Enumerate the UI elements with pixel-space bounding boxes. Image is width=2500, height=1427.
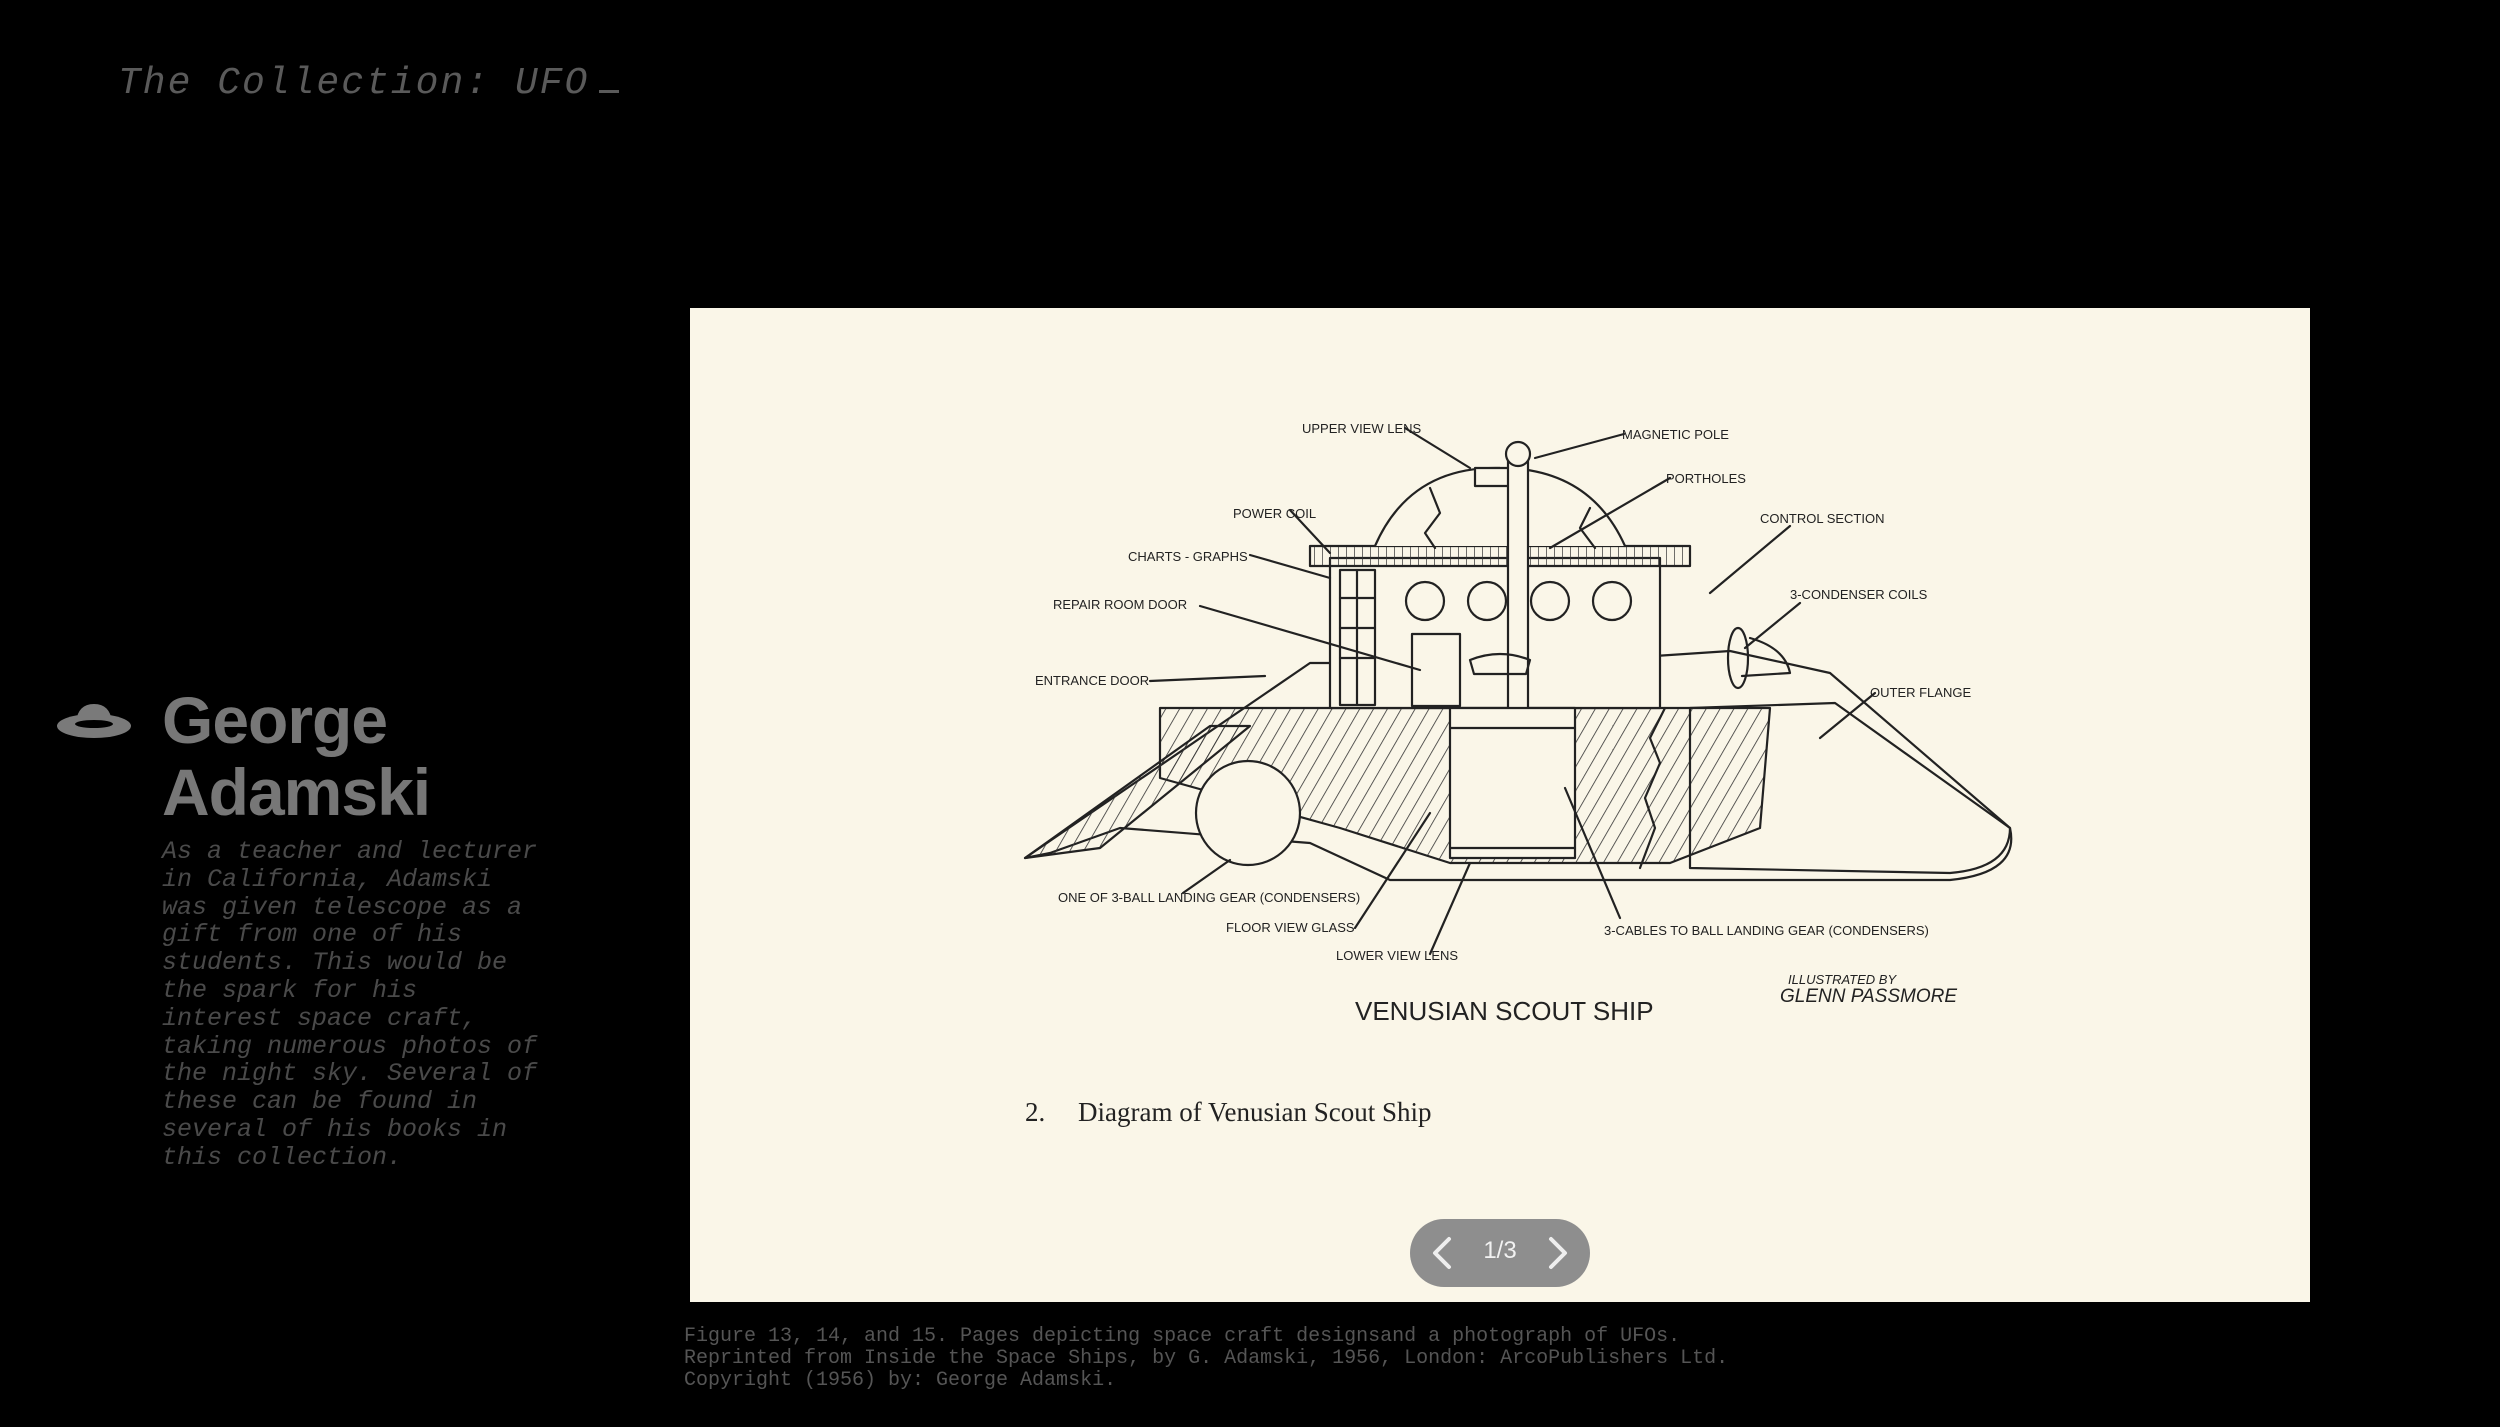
figure-title: Diagram of Venusian Scout Ship xyxy=(1078,1097,1432,1127)
label-repair-room-door: REPAIR ROOM DOOR xyxy=(1053,597,1188,612)
label-entrance-door: ENTRANCE DOOR xyxy=(1035,673,1150,688)
caption-line-2: Reprinted from Inside the Space Ships, by G. Adamski, 1956, London: ArcoPublishers Ltd. xyxy=(684,1347,1729,1370)
label-portholes: PORTHOLES xyxy=(1666,471,1746,486)
chevron-right-icon[interactable] xyxy=(1536,1233,1576,1273)
label-magnetic-pole: MAGNETIC POLE xyxy=(1622,427,1729,442)
label-illustrated-by: ILLUSTRATED BY xyxy=(1788,972,1897,987)
label-floor-view-glass: FLOOR VIEW GLASS xyxy=(1226,920,1355,935)
label-ball-landing-gear: ONE OF 3-BALL LANDING GEAR (CONDENSERS) xyxy=(1058,890,1361,905)
slide-image xyxy=(690,308,2310,1302)
site-title xyxy=(118,62,619,105)
label-outer-flange: OUTER FLANGE xyxy=(1870,685,1972,700)
cursor-underscore xyxy=(599,90,619,93)
figure-caption xyxy=(684,1326,2184,1392)
label-upper-view-lens: UPPER VIEW LENS xyxy=(1302,421,1422,436)
chevron-left-icon[interactable] xyxy=(1424,1233,1464,1273)
label-power-coil: POWER COIL xyxy=(1233,506,1317,521)
author-bio: As a teacher and lecturer in California, Adamski was given telescope as a gift from one of his students. This would be the spark for his interest space craft, taking numerous photos of the night sky. Several of these can be found in several of his books in this collection. xyxy=(162,837,538,1172)
label-condenser-coils: 3-CONDENSER COILS xyxy=(1790,587,1928,602)
author-name: George Adamski xyxy=(162,683,431,829)
diagram-title: VENUSIAN SCOUT SHIP xyxy=(1355,996,1654,1026)
figure-number: 2. xyxy=(1025,1097,1046,1127)
label-lower-view-lens: LOWER VIEW LENS xyxy=(1336,948,1459,963)
slide-counter: 1/3 xyxy=(1483,1237,1517,1264)
venusian-scout-ship-diagram xyxy=(690,308,2310,1302)
label-charts-graphs: CHARTS - GRAPHS xyxy=(1128,549,1248,564)
caption-line-3: Copyright (1956) by: George Adamski. xyxy=(684,1369,1117,1392)
label-control-section: CONTROL SECTION xyxy=(1760,511,1885,526)
label-cables: 3-CABLES TO BALL LANDING GEAR (CONDENSERS) xyxy=(1604,923,1929,938)
caption-line-1: Figure 13, 14, and 15. Pages depicting space craft designsand a photograph of UFOs. xyxy=(684,1325,1681,1348)
ufo-icon xyxy=(56,700,132,746)
site-title-text: The Collection: UFO xyxy=(118,62,590,105)
carousel-controls xyxy=(1410,1219,1590,1287)
label-illustrator: GLENN PASSMORE xyxy=(1780,986,1958,1007)
